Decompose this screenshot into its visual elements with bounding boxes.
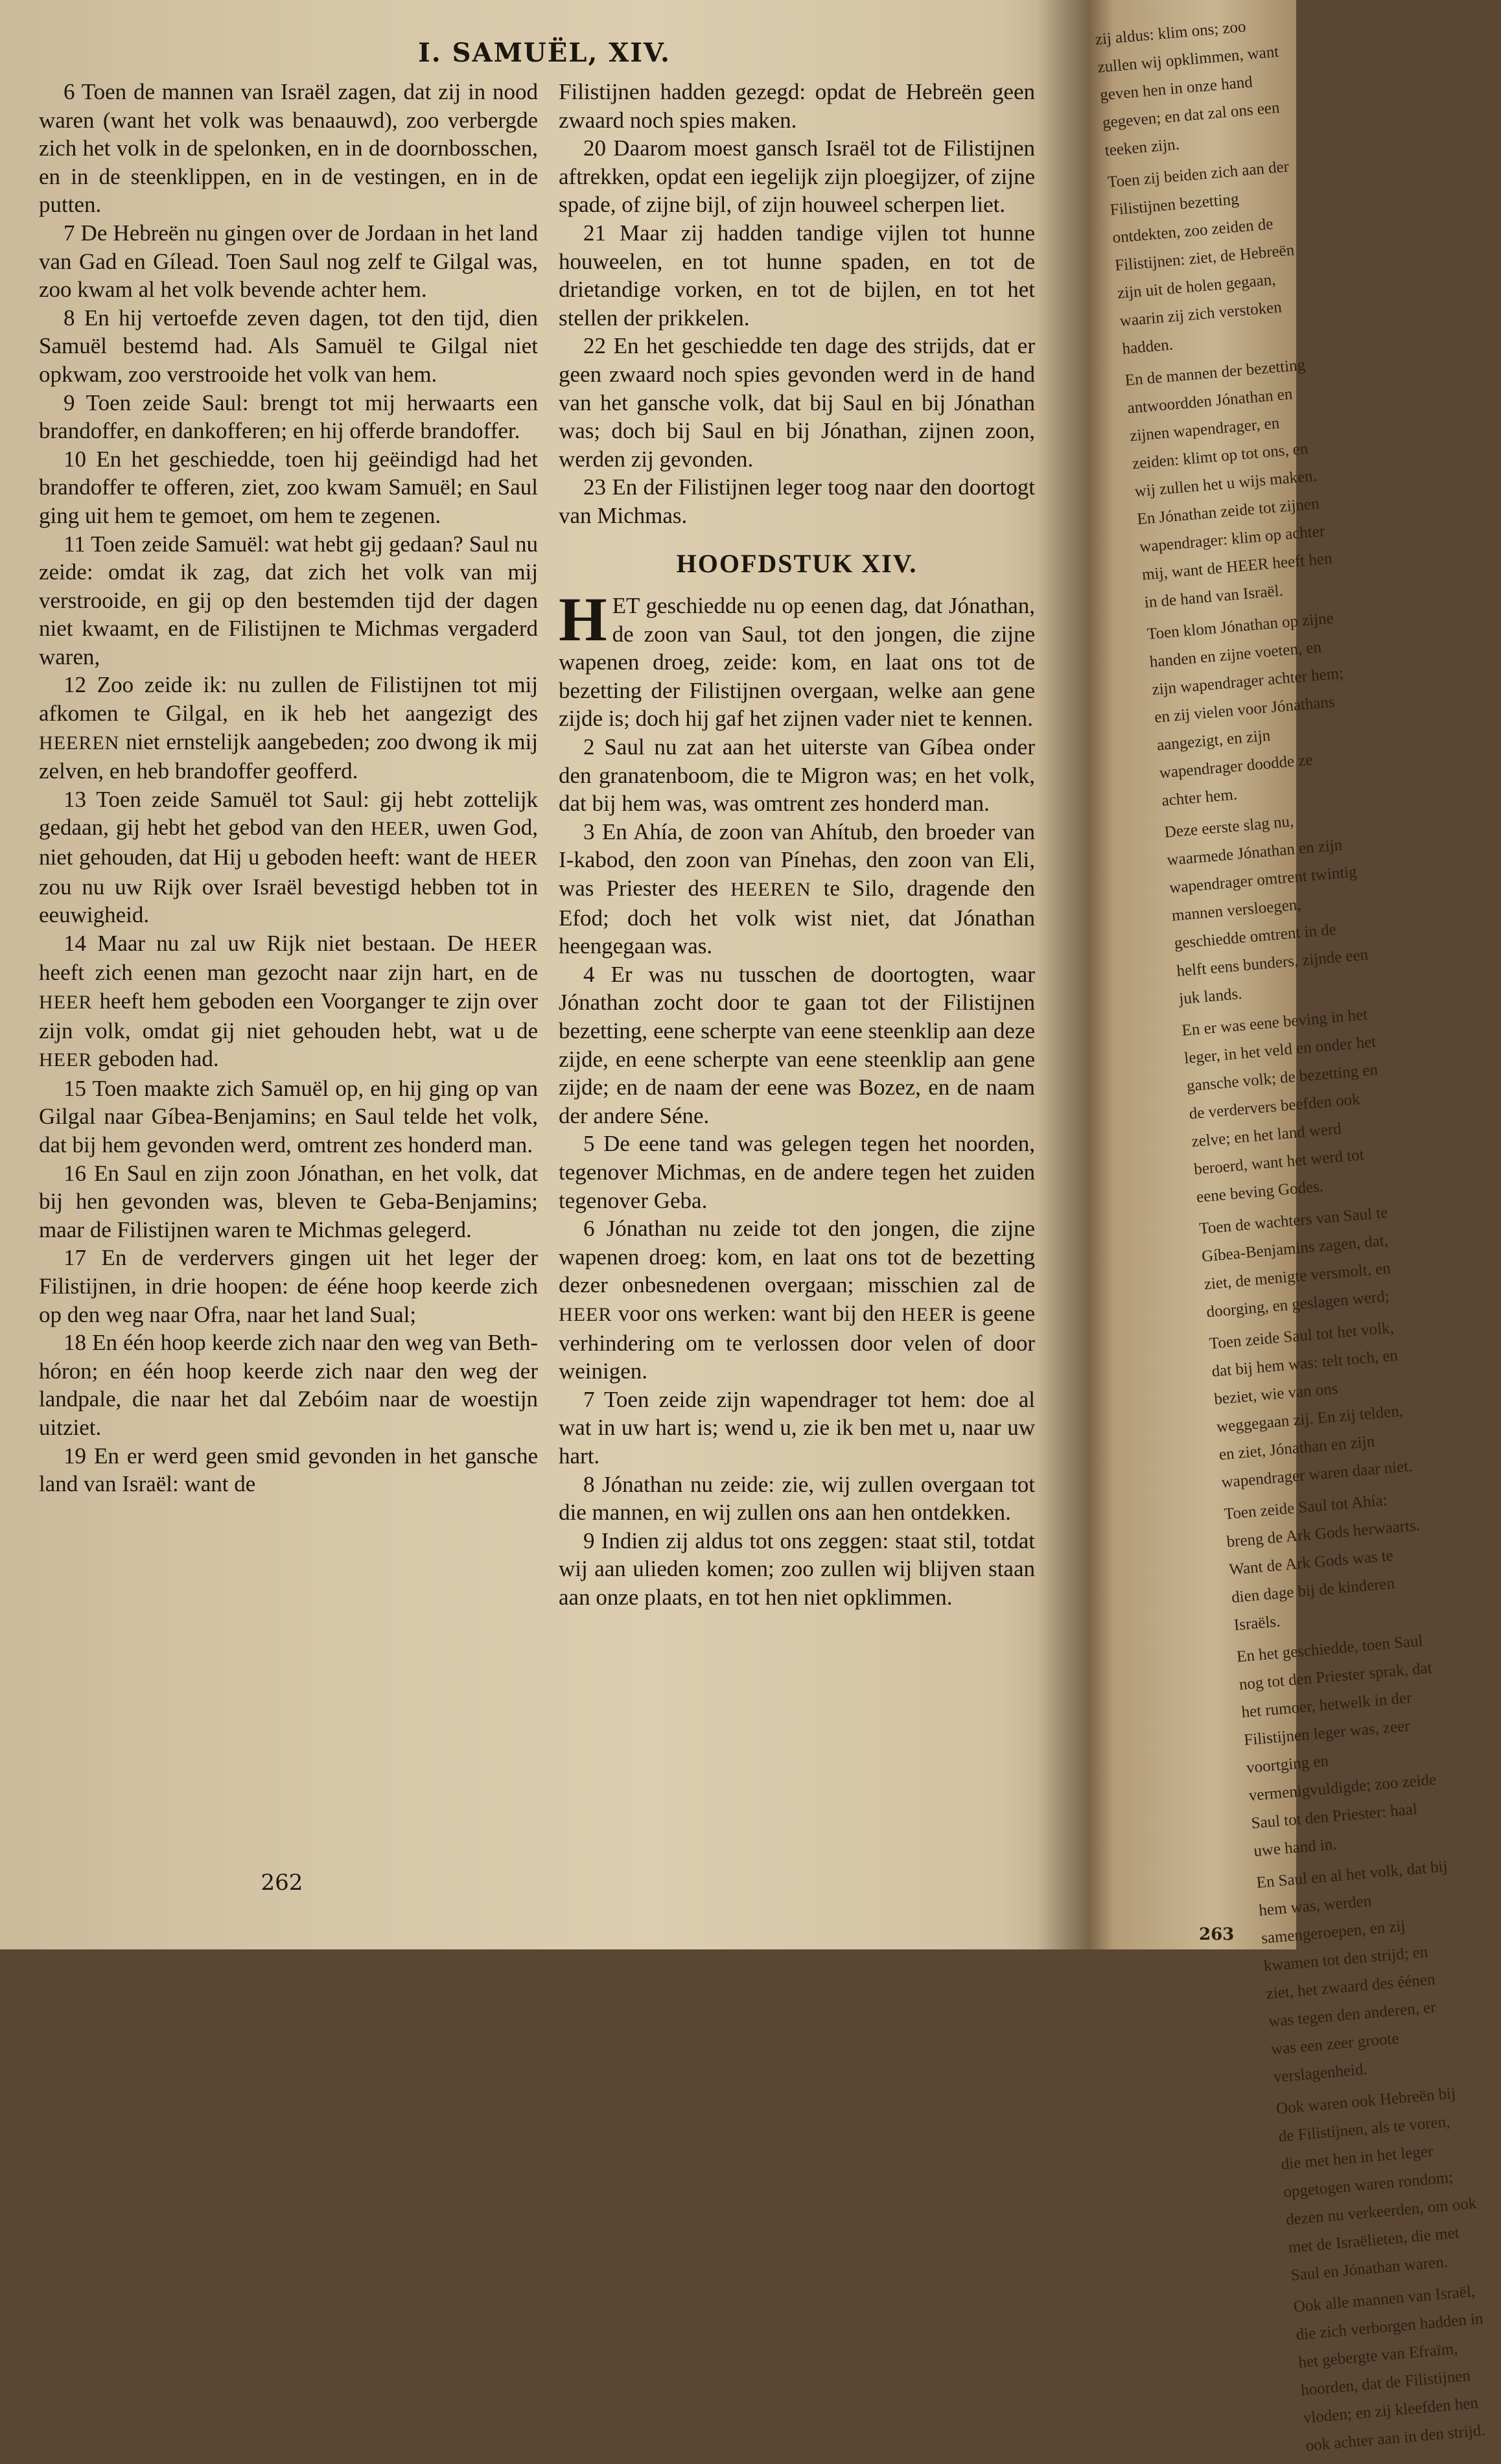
verse-16: 16 En Saul en zijn zoon Jónathan, en het volk, dat bij hen gevonden was, bleven te Geba-Benjamins; maar de Filistijnen waren te Michmas gelegerd. bbox=[39, 1160, 538, 1242]
facing-paragraph: zij aldus: klim ons; zoo zullen wij opklimmen, want geven hen in onze hand gegeven; en dat zal ons een teeken zijn. bbox=[1094, 17, 1281, 160]
verse-9: 9 Toen zeide Saul: brengt tot mij herwaarts een brandoffer, en dankofferen; en hij offerde brandoffer. bbox=[39, 389, 538, 444]
verse-18: 18 En één hoop keerde zich naar den weg van Beth-hóron; en één hoop keerde zich naar den weg der landpale, die naar het dal Zebóim naar de woestijn uitziet. bbox=[39, 1330, 538, 1440]
verse-4: 4 Er was nu tusschen de doortogten, waar Jónathan zocht door te gaan tot der Filistijnen bezetting, eene scherpte van eene steenklip aan deze zijde, en eene scherpte van eene steenklip aan gene zijde; en de naam der eene was Bozez, en de naam der andere Séne. bbox=[559, 961, 1035, 1128]
left-column bbox=[39, 78, 538, 1498]
facing-paragraph: Ook waren ook Hebreën bij de Filistijnen, als te voren, die met hen in het leger opgetogen waren rondom; dezen nu verkeerden, om ook met de Israëlieten, die met Saul en Jónathan waren. bbox=[1275, 2084, 1478, 2284]
verse-3: 3 En Ahía, de zoon van Ahítub, den broeder van I-kabod, den zoon van Pínehas, den zoon van Eli, was Priester des HEEREN te Silo, dragende den Efod; doch het volk wist niet, dat Jónathan heengegaan was. bbox=[559, 819, 1035, 959]
right-column bbox=[559, 78, 1035, 1611]
verse-22: 22 En het geschiedde ten dage des strijds, dat er geen zwaard noch spies gevonden werd in de hand van het gansche volk, dat bij Saul en bij Jónathan was; doch bij Saul en bij Jónathan, zijnen zoon, werden zij gevonden. bbox=[559, 333, 1035, 472]
verse-6: 6 Toen de mannen van Israël zagen, dat zij in nood waren (want het volk was benaauwd), zoo verbergde zich het volk in de spelonken, en in de doornbosschen, en in de steenklippen, en in de vestingen, en in de putten. bbox=[39, 79, 538, 218]
verse-21: 21 Maar zij hadden tandige vijlen tot hunne houweelen, en tot hunne spaden, en tot de drietandige vorken, en tot de bijlen, en tot het stellen der prikkelen. bbox=[559, 220, 1035, 331]
lord-name: HEER bbox=[39, 992, 93, 1013]
verse-5: 5 De eene tand was gelegen tegen het noorden, tegenover Michmas, en de andere tegen het zuiden tegenover Geba. bbox=[559, 1131, 1035, 1213]
page-number: 262 bbox=[261, 1870, 303, 1896]
verse-23: 23 En der Filistijnen leger toog naar den doortogt van Michmas. bbox=[559, 474, 1035, 528]
verse-12: 12 Zoo zeide ik: nu zullen de Filistijnen tot mij afkomen te Gilgal, en ik heb het aangezigt des HEEREN niet ernstelijk aangebeden; zoo dwong ik mij zelven, en heb brandoffer geofferd. bbox=[39, 672, 538, 784]
verse-13: 13 Toen zeide Samuël tot Saul: gij hebt zottelijk gedaan, gij hebt het gebod van den HEER, uwen God, niet gehouden, dat Hij u geboden heeft: want de HEER zou nu uw Rijk over Israël bevestigd hebben tot in eeuwigheid. bbox=[39, 786, 538, 928]
lord-name: HEER bbox=[39, 1049, 93, 1071]
verse-8: 8 En hij vertoefde zeven dagen, tot den tijd, dien Samuël bestemd had. Als Samuël te Gilgal niet opkwam, zoo verstrooide het volk van hem. bbox=[39, 305, 538, 387]
lord-name: HEER bbox=[559, 1303, 612, 1325]
lord-name: HEEREN bbox=[39, 732, 120, 754]
facing-paragraph: En Saul en al het volk, dat bij hem was, werden samengeroepen, en zij kwamen tot den strijd; en ziet, het zwaard des éénen was tegen den anderen, er was een zeer groote verslagenheid. bbox=[1255, 1857, 1449, 2086]
verse-2: 2 Saul nu zat aan het uiterste van Gíbea onder den granatenboom, die te Migron was; en het volk, dat bij hem was, was omtrent zes honderd man. bbox=[559, 734, 1035, 817]
verse-6b: 6 Jónathan nu zeide tot den jongen, die zijne wapenen droeg: kom, en laat ons tot de bezetting dezer onbesnedenen overgaan; misschien zal de HEER voor ons werken: want bij den HEER is geene verhindering om te verlossen door velen of door weinigen. bbox=[559, 1216, 1035, 1384]
facing-paragraph: Toen zeide Saul tot het volk, dat bij hem was: telt toch, en beziet, wie van ons weggegaan zij. En zij telden, en ziet, Jónathan en zijn wapendrager waren daar niet. bbox=[1208, 1319, 1414, 1492]
verse-15: 15 Toen maakte zich Samuël op, en hij ging op van Gilgal naar Gíbea-Benjamins; en Saul telde het volk, dat bij hem gevonden werd, omtrent zes honderd man. bbox=[39, 1075, 538, 1157]
facing-page-number: 263 bbox=[1199, 1925, 1235, 1944]
running-head: I. SAMUËL, XIV. bbox=[418, 38, 671, 68]
verse-14: 14 Maar nu zal uw Rijk niet bestaan. De HEER heeft zich eenen man gezocht naar zijn hart, en de HEER heeft hem geboden een Voorganger te zijn over zijn volk, omdat gij niet gehouden hebt, wat u de HEER geboden had. bbox=[39, 930, 538, 1072]
facing-paragraph: Toen de wachters van Saul te Gíbea-Benjamins zagen, dat, ziet, de menigte versmolt, en doorging, en geslagen werd; bbox=[1198, 1203, 1391, 1321]
lord-name: HEER bbox=[484, 848, 538, 870]
facing-paragraph: Toen klom Jónathan op zijne handen en zijne voeten, en zijn wapendrager achter hem; en zij vielen voor Jónathans aangezigt, en zijn wapendrager doodde ze achter hem. bbox=[1146, 609, 1345, 810]
verse-1: HET geschiedde nu op eenen dag, dat Jónathan, de zoon van Saul, tot den jongen, die zijne wapenen droeg, zeide: kom, en laat ons tot de bezetting der Filistijnen overgaan, welke aan gene zijde is; doch hij gaf het zijnen vader niet te kennen. bbox=[559, 585, 1035, 732]
facing-page-text bbox=[1094, 9, 1501, 2464]
lord-name: HEER bbox=[370, 818, 425, 840]
drop-cap: H bbox=[559, 585, 607, 655]
verse-19: 19 En er werd geen smid gevonden in het gansche land van Israël: want de bbox=[39, 1443, 538, 1497]
verse-19-continued: Filistijnen hadden gezegd: opdat de Hebreën geen zwaard noch spies maken. bbox=[559, 79, 1035, 133]
verse-11: 11 Toen zeide Samuël: wat hebt gij gedaan? Saul nu zeide: omdat ik zag, dat zich het volk van mij verstrooide, en gij op den bestemden tijd der dagen niet kwaamt, en de Filistijnen te Michmas vergaderd waren, bbox=[39, 531, 538, 669]
facing-page bbox=[1089, 0, 1486, 2455]
verse-8b: 8 Jónathan nu zeide: zie, wij zullen overgaan tot die mannen, en wij zullen ons aan hen ontdekken. bbox=[559, 1471, 1035, 1526]
chapter-title: HOOFDSTUK XIV. bbox=[676, 548, 918, 578]
verse-10: 10 En het geschiedde, toen hij geëindigd had het brandoffer te offeren, ziet, zoo kwam Samuël; en Saul ging uit hem te gemoet, om hem te zegenen. bbox=[39, 446, 538, 528]
facing-paragraph: En de mannen der bezetting antwoordden Jónathan en zijnen wapendrager, en zeiden: klimt op tot ons, en wij zullen het u wijs maken. En Jónathan zeide tot zijnen wapendrager: klim op achter mij, want de HEER heeft hen in de hand van Israël. bbox=[1124, 356, 1333, 612]
facing-paragraph: En er was eene beving in het leger, in het veld en onder het gansche volk; de bezetting en de verdervers beefden ook zelve; en het land werd beroerd, want het werd tot eene beving Godes. bbox=[1181, 1006, 1379, 1207]
facing-paragraph: Deze eerste slag nu, waarmede Jónathan en zijn wapendrager omtrent twintig mannen versloegen, geschiedde omtrent in de helft eens bunders, zijnde een juk lands. bbox=[1163, 812, 1369, 1008]
facing-paragraph: Ook alle mannen van Israël, die zich verborgen hadden in het gebergte van Efraïm, hoorden, dat de Filistijnen vloden; en zij kleefden hen ook achter aan in den strijd. bbox=[1292, 2283, 1486, 2455]
verse-7: 7 De Hebreën nu gingen over de Jordaan in het land van Gad en Gílead. Toen Saul nog zelf te Gilgal was, zoo kwam al het volk bevende achter hem. bbox=[39, 220, 538, 303]
facing-paragraph: Toen zij beiden zich aan der Filistijnen bezetting ontdekten, zoo zeiden de Filistijnen: ziet, de Hebreën zijn uit de holen gegaan, waarin zij zich verstoken hadden. bbox=[1106, 157, 1296, 358]
facing-paragraph: En het geschiedde, toen Saul nog tot den Priester sprak, dat het rumoer, hetwelk in der Filistijnen leger was, zeer voortging en vermenigvuldigde; zoo zeide Saul tot den Priester: haal uwe hand in. bbox=[1236, 1632, 1437, 1861]
facing-paragraph: Toen zeide Saul tot Ahía: breng de Ark Gods herwaarts. Want de Ark Gods was te dien dage bij de kinderen Israëls. bbox=[1223, 1491, 1421, 1634]
verse-9b: 9 Indien zij aldus tot ons zeggen: staat stil, totdat wij aan ulieden komen; zoo zullen wij blijven staan aan onze plaats, en tot hen niet opklimmen. bbox=[559, 1528, 1035, 1610]
verse-20: 20 Daarom moest gansch Israël tot de Filistijnen aftrekken, opdat een iegelijk zijn ploegijzer, of zijne spade, of zijne bijl, of zijn houweel scherpen liet. bbox=[559, 135, 1035, 218]
verse-7b: 7 Toen zeide zijn wapendrager tot hem: doe al wat in uw hart is; wend u, zie ik ben met u, naar uw hart. bbox=[559, 1386, 1035, 1469]
lord-name: HEEREN bbox=[730, 879, 811, 901]
verse-17: 17 En de verdervers gingen uit het leger der Filistijnen, in drie hoopen: de ééne hoop keerde zich op den weg naar Ofra, naar het land Sual; bbox=[39, 1245, 538, 1327]
lord-name: HEER bbox=[901, 1303, 955, 1325]
lord-name: HEER bbox=[484, 933, 538, 955]
page-gutter-shadow bbox=[1037, 0, 1089, 1949]
